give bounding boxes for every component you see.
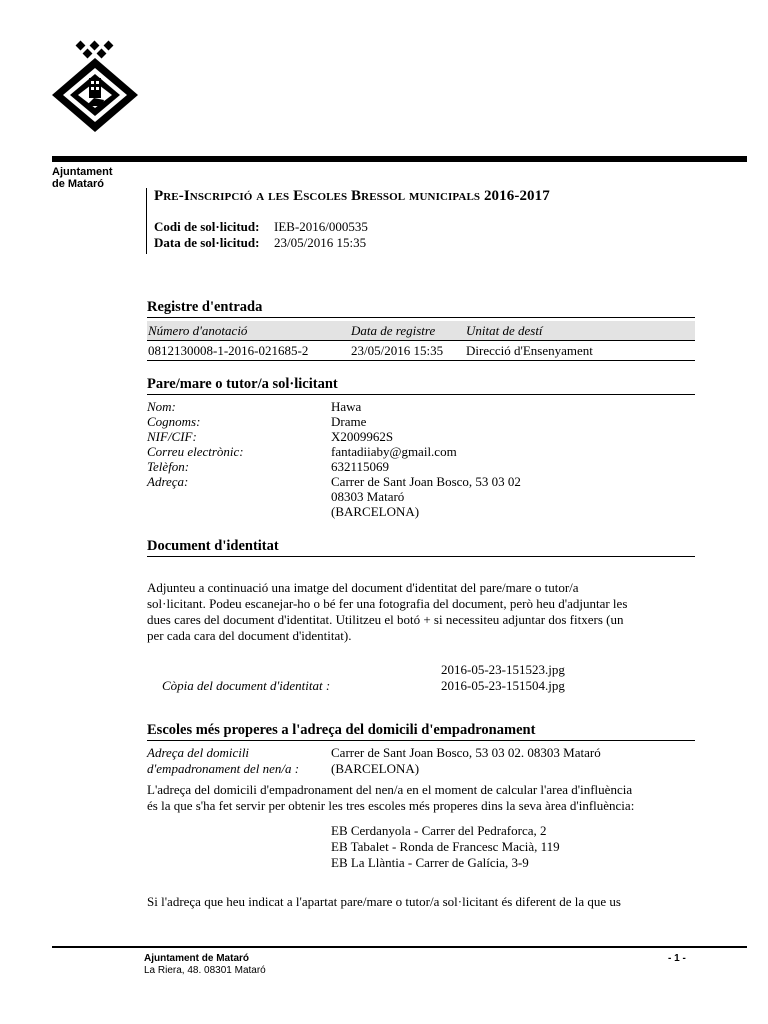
field-label: Nom: [147,399,176,414]
header-rule [52,156,747,162]
request-code-label: Codi de sol·licitud: [154,219,260,234]
list-item: EB Cerdanyola - Carrer del Pedraforca, 2 [331,823,547,838]
identity-heading: Document d'identitat [147,538,695,557]
paragraph-line: és la que s'ha fet servir per obtenir les tres escoles més properes dins la seva àrea d'influència: [147,798,635,813]
parent-fields [147,399,695,519]
list-item: EB La Llàntia - Carrer de Galícia, 3-9 [331,855,529,870]
field-value: Drame [331,414,367,429]
request-date-label: Data de sol·licitud: [154,235,260,250]
domicile-value [331,745,601,777]
field-value: fantadiiaby@gmail.com [331,444,457,459]
field-row-phone [147,459,695,474]
annotation-number: 0812130008-1-2016-021685-2 [148,343,309,358]
domicile-label [147,745,299,777]
field-row-email [147,444,695,459]
table-row [147,341,695,361]
col-registry-date: Data de registre [351,323,436,338]
registry-heading: Registre d'entrada [147,299,695,318]
address-line-2: 08303 Mataró [331,489,405,504]
paragraph-line: sol·licitant. Podeu escanejar-ho o bé fer una fotografia del document, però heu d'adjuntar les [147,596,628,611]
org-line-1: Ajuntament [52,166,113,178]
field-row-address [147,474,695,489]
field-value: 632115069 [331,459,390,474]
list-item: EB Tabalet - Ronda de Francesc Macià, 119 [331,839,560,854]
identity-paragraph [147,580,697,644]
destination-unit: Direcció d'Ensenyament [466,343,593,358]
trailing-paragraph: Si l'adreça que heu indicat a l'apartat pare/mare o tutor/a sol·licitant és diferent de la que us [147,894,621,909]
field-value: X2009962S [331,429,394,444]
request-date-value: 23/05/2016 15:35 [274,235,367,250]
field-label: NIF/CIF: [147,429,197,444]
col-destination-unit: Unitat de destí [466,323,543,338]
domicile-value-line-1: Carrer de Sant Joan Bosco, 53 03 02. 08303 Mataró [331,745,601,760]
domicile-value-line-2: (BARCELONA) [331,761,420,776]
request-code-value: IEB-2016/000535 [274,219,368,234]
field-row-nif [147,429,695,444]
paragraph-line: per cada cara del document d'identitat). [147,628,352,643]
field-label: Cognoms: [147,414,201,429]
table-header-row [147,321,695,341]
col-annotation-number: Número d'anotació [148,323,248,338]
schools-heading: Escoles més properes a l'adreça del domicili d'empadronament [147,722,695,741]
paragraph-line: L'adreça del domicili d'empadronament del nen/a en el moment de calcular l'area d'influència [147,782,633,797]
field-value: Hawa [331,399,362,414]
request-code-row [154,219,714,235]
address-line-3-row [147,504,695,519]
paragraph-line: dues cares del document d'identitat. Utilitzeu el botó + si necessiteu adjuntar dos fitxers (un [147,612,624,627]
paragraph-line: Adjunteu a continuació una imatge del document d'identitat del pare/mare o tutor/a [147,580,579,595]
request-date-row [154,235,714,251]
footer-rule [52,946,747,948]
field-row-surname [147,414,695,429]
domicile-label-line-2: d'empadronament del nen/a : [147,761,300,776]
copy-label: Còpia del document d'identitat : [162,678,331,693]
organization-name [52,166,113,190]
field-row-name [147,399,695,414]
field-value: Carrer de Sant Joan Bosco, 53 03 02 [331,474,521,489]
schools-explanation [147,782,697,814]
registry-table [147,321,695,361]
address-line-3: (BARCELONA) [331,504,420,519]
footer-address: La Riera, 48. 08301 Mataró [144,965,266,976]
attached-file[interactable]: 2016-05-23-151504.jpg [441,678,565,693]
schools-list [331,823,560,871]
field-label: Telèfon: [147,459,190,474]
domicile-label-line-1: Adreça del domicili [147,745,250,760]
ajuntament-mataro-logo-icon [50,40,140,132]
attached-files [441,662,565,694]
parent-heading: Pare/mare o tutor/a sol·licitant [147,376,695,395]
field-label: Adreça: [147,474,189,489]
title-block [146,188,714,254]
field-label: Correu electrònic: [147,444,244,459]
attached-file[interactable]: 2016-05-23-151523.jpg [441,662,565,677]
document-title: Pre-Inscripció a les Escoles Bressol municipals 2016-2017 [154,188,550,204]
registry-date: 23/05/2016 15:35 [351,343,444,358]
org-line-2: de Mataró [52,178,104,190]
address-line-2-row [147,489,695,504]
footer-org: Ajuntament de Mataró [144,953,250,964]
page-number: - 1 - [668,953,686,964]
